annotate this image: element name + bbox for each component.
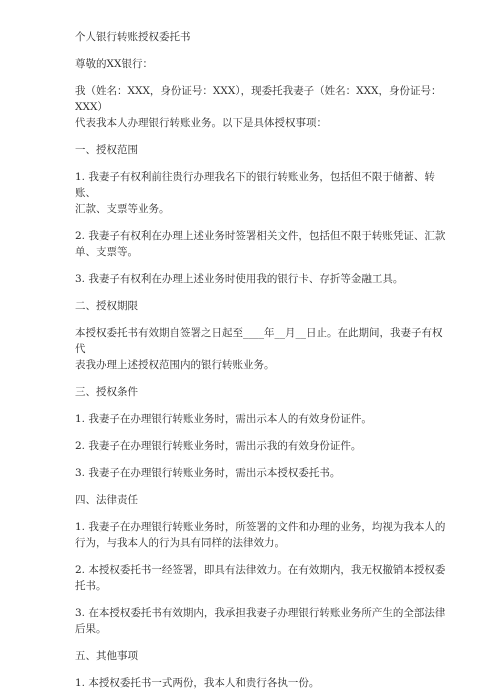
section-heading-liability: 四、法律责任 [75, 494, 138, 506]
intro-paragraph: 我（姓名：XXX，身份证号：XXX），现委托我妻子（姓名：XXX，身份证号：XXX） 代表我本人办理银行转账业务。以下是具体授权事项： [75, 85, 442, 129]
scope-item-3: 3. 我妻子有权利在办理上述业务时使用我的银行卡、存折等金融工具。 [75, 273, 404, 285]
document-title: 个人银行转账授权委托书 [75, 31, 191, 43]
scope-item-1: 1. 我妻子有权利前往贵行办理我名下的银行转账业务，包括但不限于储蓄、转账、 汇款、支票等业务。 [75, 171, 435, 215]
other-item-1: 1. 本授权委托书一式两份，我本人和贵行各执一份。 [75, 677, 320, 689]
conditions-item-3: 3. 我妻子在办理银行转账业务时，需出示本授权委托书。 [75, 467, 341, 479]
spacer [75, 158, 452, 169]
spacer [75, 287, 452, 298]
section-heading-term: 二、授权期限 [75, 300, 138, 312]
section-heading-scope: 一、授权范围 [75, 144, 138, 156]
conditions-item-2: 2. 我妻子在办理银行转账业务时，需出示我的有效身份证件。 [75, 440, 362, 452]
spacer [75, 45, 452, 56]
liability-item-3: 3. 在本授权委托书有效期内，我承担我妻子办理银行转账业务所产生的全部法律 后果。 [75, 607, 446, 635]
conditions-item-1: 1. 我妻子在办理银行转账业务时，需出示本人的有效身份证件。 [75, 413, 372, 425]
spacer [75, 400, 452, 411]
salutation: 尊敬的XX银行： [75, 58, 153, 70]
spacer [75, 217, 452, 228]
scope-item-2: 2. 我妻子有权利在办理上述业务时签署相关文件，包括但不限于转账凭证、汇款 单、支票等。 [75, 230, 446, 258]
spacer [75, 551, 452, 562]
spacer [75, 260, 452, 271]
term-paragraph: 本授权委托书有效期自签署之日起至____年__月__日止。在此期间，我妻子有权代 表我办理上述授权范围内的银行转账业务。 [75, 327, 443, 371]
liability-item-2: 2. 本授权委托书一经签署，即具有法律效力。在有效期内，我无权撤销本授权委 托书。 [75, 564, 446, 592]
spacer [75, 373, 452, 384]
spacer [75, 508, 452, 519]
spacer [75, 72, 452, 83]
spacer [75, 481, 452, 492]
spacer [75, 131, 452, 142]
liability-item-1: 1. 我妻子在办理银行转账业务时，所签署的文件和办理的业务，均视为我本人的 行为，与我本人的行为具有同样的法律效力。 [75, 521, 446, 549]
section-heading-other: 五、其他事项 [75, 650, 138, 662]
spacer [75, 664, 452, 675]
section-heading-conditions: 三、授权条件 [75, 386, 138, 398]
spacer [75, 594, 452, 605]
spacer [75, 427, 452, 438]
spacer [75, 314, 452, 325]
spacer [75, 637, 452, 648]
spacer [75, 454, 452, 465]
